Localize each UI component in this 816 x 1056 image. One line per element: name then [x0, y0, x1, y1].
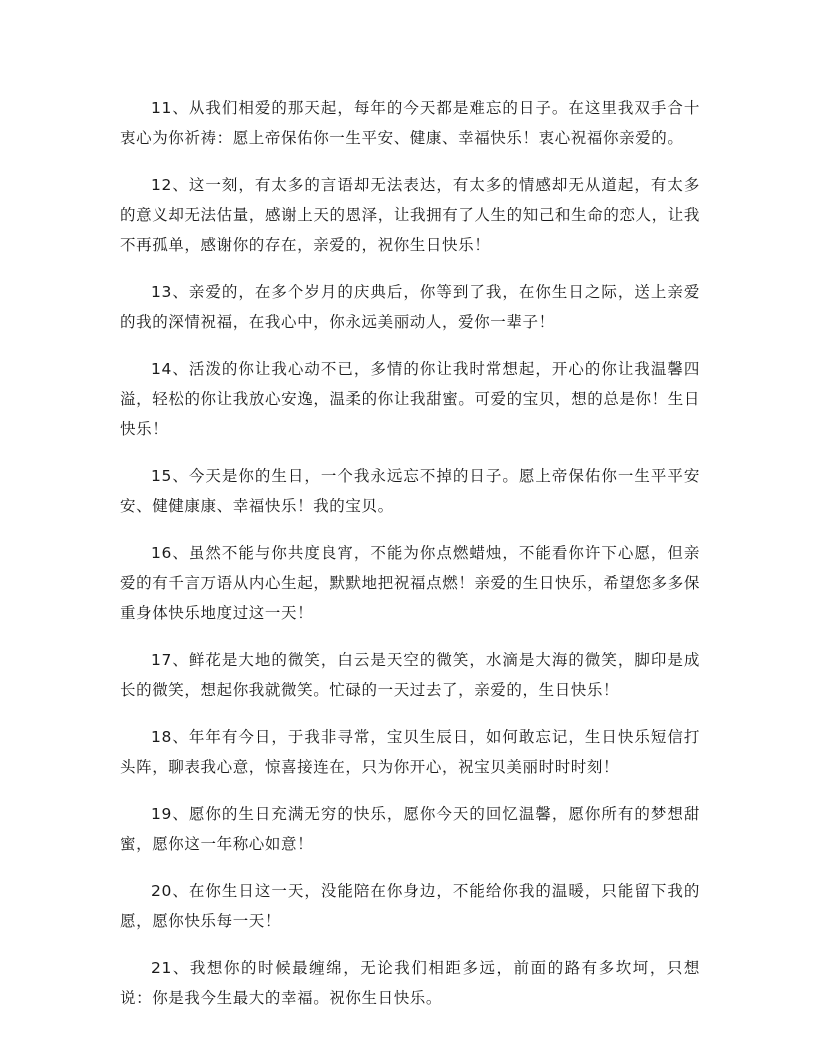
- document-body: [120, 93, 700, 1030]
- paragraph-12: 12、这一刻，有太多的言语却无法表达，有太多的情感却无从道起，有太多的意义却无法估量，感谢上天的恩泽，让我拥有了人生的知己和生命的恋人，让我不再孤单，感谢你的存在，亲爱的，祝你生日快乐！: [120, 176, 700, 254]
- paragraph-13: 13、亲爱的，在多个岁月的庆典后，你等到了我，在你生日之际，送上亲爱的我的深情祝福，在我心中，你永远美丽动人，爱你一辈子！: [120, 283, 700, 331]
- paragraph-15: 15、今天是你的生日，一个我永远忘不掉的日子。愿上帝保佑你一生平平安安、健健康康、幸福快乐！我的宝贝。: [120, 467, 700, 515]
- paragraph-19: 19、愿你的生日充满无穷的快乐，愿你今天的回忆温馨，愿你所有的梦想甜蜜，愿你这一年称心如意！: [120, 805, 700, 853]
- paragraph-20: 20、在你生日这一天，没能陪在你身边，不能给你我的温暖，只能留下我的愿，愿你快乐每一天！: [120, 882, 700, 930]
- paragraph-17: 17、鲜花是大地的微笑，白云是天空的微笑，水滴是大海的微笑，脚印是成长的微笑，想起你我就微笑。忙碌的一天过去了，亲爱的，生日快乐！: [120, 651, 700, 699]
- paragraph-18: 18、年年有今日，于我非寻常，宝贝生辰日，如何敢忘记，生日快乐短信打头阵，聊表我心意，惊喜接连在，只为你开心，祝宝贝美丽时时时刻！: [120, 728, 700, 776]
- paragraph-14: 14、活泼的你让我心动不已，多情的你让我时常想起，开心的你让我温馨四溢，轻松的你让我放心安逸，温柔的你让我甜蜜。可爱的宝贝，想的总是你！生日快乐！: [120, 360, 700, 438]
- paragraph-21: 21、我想你的时候最缠绵，无论我们相距多远，前面的路有多坎坷，只想说：你是我今生最大的幸福。祝你生日快乐。: [120, 959, 700, 1007]
- paragraph-11: 11、从我们相爱的那天起，每年的今天都是难忘的日子。在这里我双手合十衷心为你祈祷：愿上帝保佑你一生平安、健康、幸福快乐！衷心祝福你亲爱的。: [120, 99, 700, 147]
- paragraph-16: 16、虽然不能与你共度良宵，不能为你点燃蜡烛，不能看你许下心愿，但亲爱的有千言万语从内心生起，默默地把祝福点燃！亲爱的生日快乐，希望您多多保重身体快乐地度过这一天！: [120, 544, 700, 622]
